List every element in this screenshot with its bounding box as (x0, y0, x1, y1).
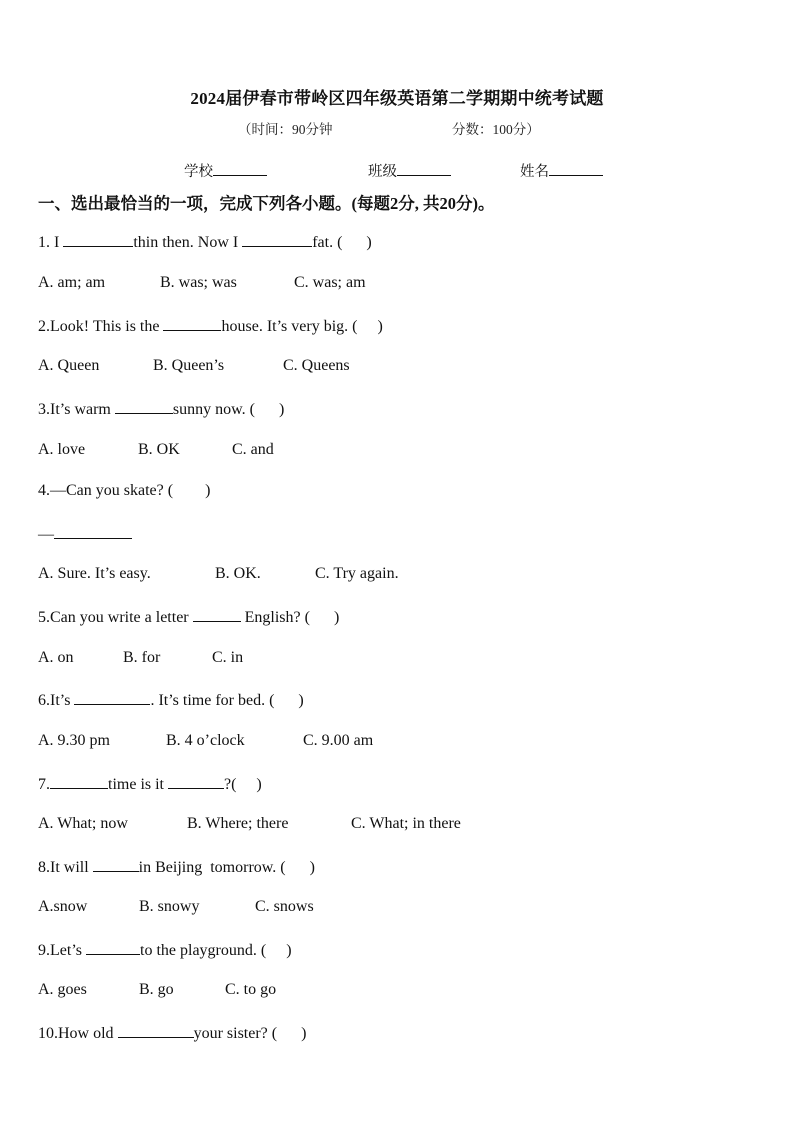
option-c[interactable]: C. snows (255, 898, 314, 915)
question-text: 2.Look! This is the (38, 318, 164, 335)
name-label: 姓名 (520, 164, 549, 180)
answer-blank[interactable] (86, 940, 140, 955)
options-1 (38, 274, 366, 292)
answer-blank[interactable] (115, 399, 173, 414)
exam-title: 2024届伊春市带岭区四年级英语第二学期期中统考试题 (190, 89, 604, 108)
name-field (520, 160, 603, 181)
question-text: house. It’s very big. ( ) (221, 318, 383, 335)
option-b[interactable]: B. go (139, 981, 174, 998)
time-note: （时间：90分钟 (238, 122, 333, 137)
option-a[interactable]: A. on (38, 649, 74, 666)
question-text: 4.—Can you skate? ( ) (38, 482, 211, 499)
question-text: 6.It’s (38, 692, 75, 709)
question-text: your sister? ( ) (193, 1025, 307, 1042)
option-b[interactable]: B. 4 o’clock (166, 732, 245, 749)
question-text: 8.It will (38, 859, 93, 876)
question-text: 7. (38, 776, 50, 793)
question-text: to the playground. ( ) (140, 942, 292, 959)
options-6 (38, 732, 373, 750)
option-b[interactable]: B. for (123, 649, 161, 666)
school-label: 学校 (184, 164, 213, 180)
class-label: 班级 (368, 164, 397, 180)
option-c[interactable]: C. Try again. (315, 565, 399, 582)
option-c[interactable]: C. was; am (294, 274, 366, 291)
option-a[interactable]: A.snow (38, 898, 88, 915)
question-text: 5.Can you write a letter (38, 609, 193, 626)
question-6 (38, 690, 304, 710)
question-text: English? ( ) (240, 609, 340, 626)
school-blank[interactable] (213, 161, 267, 176)
option-a[interactable]: A. Sure. It’s easy. (38, 565, 151, 582)
question-5 (38, 607, 339, 627)
answer-blank[interactable] (163, 316, 221, 331)
options-4 (38, 565, 399, 583)
option-b[interactable]: B. OK (138, 441, 180, 458)
question-8 (38, 857, 315, 877)
answer-blank[interactable] (74, 690, 150, 705)
option-c[interactable]: C. What; in there (351, 815, 461, 832)
section-heading: 一、选出最恰当的一项，完成下列各小题。(每题2分, 共20分)。 (38, 194, 495, 213)
option-b[interactable]: B. Where; there (187, 815, 289, 832)
option-c[interactable]: C. in (212, 649, 244, 666)
question-3 (38, 399, 284, 419)
options-7 (38, 815, 461, 833)
option-b[interactable]: B. Queen’s (153, 357, 225, 374)
answer-blank[interactable] (50, 774, 108, 789)
reply-dash: — (38, 526, 54, 543)
option-a[interactable]: A. love (38, 441, 86, 458)
answer-blank[interactable] (54, 524, 132, 539)
question-text: 9.Let’s (38, 942, 86, 959)
name-blank[interactable] (549, 161, 603, 176)
options-5 (38, 649, 243, 667)
option-c[interactable]: C. Queens (283, 357, 350, 374)
option-a[interactable]: A. What; now (38, 815, 128, 832)
option-b[interactable]: B. snowy (139, 898, 200, 915)
option-c[interactable]: C. and (232, 441, 274, 458)
option-c[interactable]: C. 9.00 am (303, 732, 374, 749)
options-2 (38, 357, 350, 375)
options-8 (38, 898, 314, 916)
question-10 (38, 1023, 306, 1043)
option-b[interactable]: B. OK. (215, 565, 261, 582)
option-b[interactable]: B. was; was (160, 274, 237, 291)
option-a[interactable]: A. Queen (38, 357, 100, 374)
class-field (368, 160, 451, 181)
option-a[interactable]: A. 9.30 pm (38, 732, 110, 749)
option-a[interactable]: A. am; am (38, 274, 106, 291)
question-4 (38, 482, 210, 500)
answer-blank[interactable] (242, 232, 312, 247)
answer-blank[interactable] (168, 774, 224, 789)
question-4-reply (38, 524, 132, 544)
option-a[interactable]: A. goes (38, 981, 87, 998)
class-blank[interactable] (397, 161, 451, 176)
answer-blank[interactable] (63, 232, 133, 247)
answer-blank[interactable] (193, 607, 241, 622)
question-text: 3.It’s warm (38, 401, 115, 418)
score-note: 分数：100分） (452, 122, 540, 137)
options-3 (38, 441, 274, 459)
school-field (184, 160, 267, 181)
answer-blank[interactable] (118, 1023, 194, 1038)
question-text: in Beijing tomorrow. ( ) (138, 859, 315, 876)
options-9 (38, 981, 276, 999)
question-text: 10.How old (38, 1025, 118, 1042)
option-c[interactable]: C. to go (225, 981, 277, 998)
question-text: time is it (108, 776, 168, 793)
question-2 (38, 316, 383, 336)
question-9 (38, 940, 292, 960)
question-text: thin then. Now I (133, 234, 243, 251)
question-text: sunny now. ( ) (172, 401, 285, 418)
answer-blank[interactable] (93, 857, 139, 872)
question-text: . It’s time for bed. ( ) (150, 692, 304, 709)
question-text: ?( ) (224, 776, 262, 793)
question-1 (38, 232, 372, 252)
question-text: 1. I (38, 234, 64, 251)
question-text: fat. ( ) (312, 234, 372, 251)
question-7 (38, 774, 262, 794)
